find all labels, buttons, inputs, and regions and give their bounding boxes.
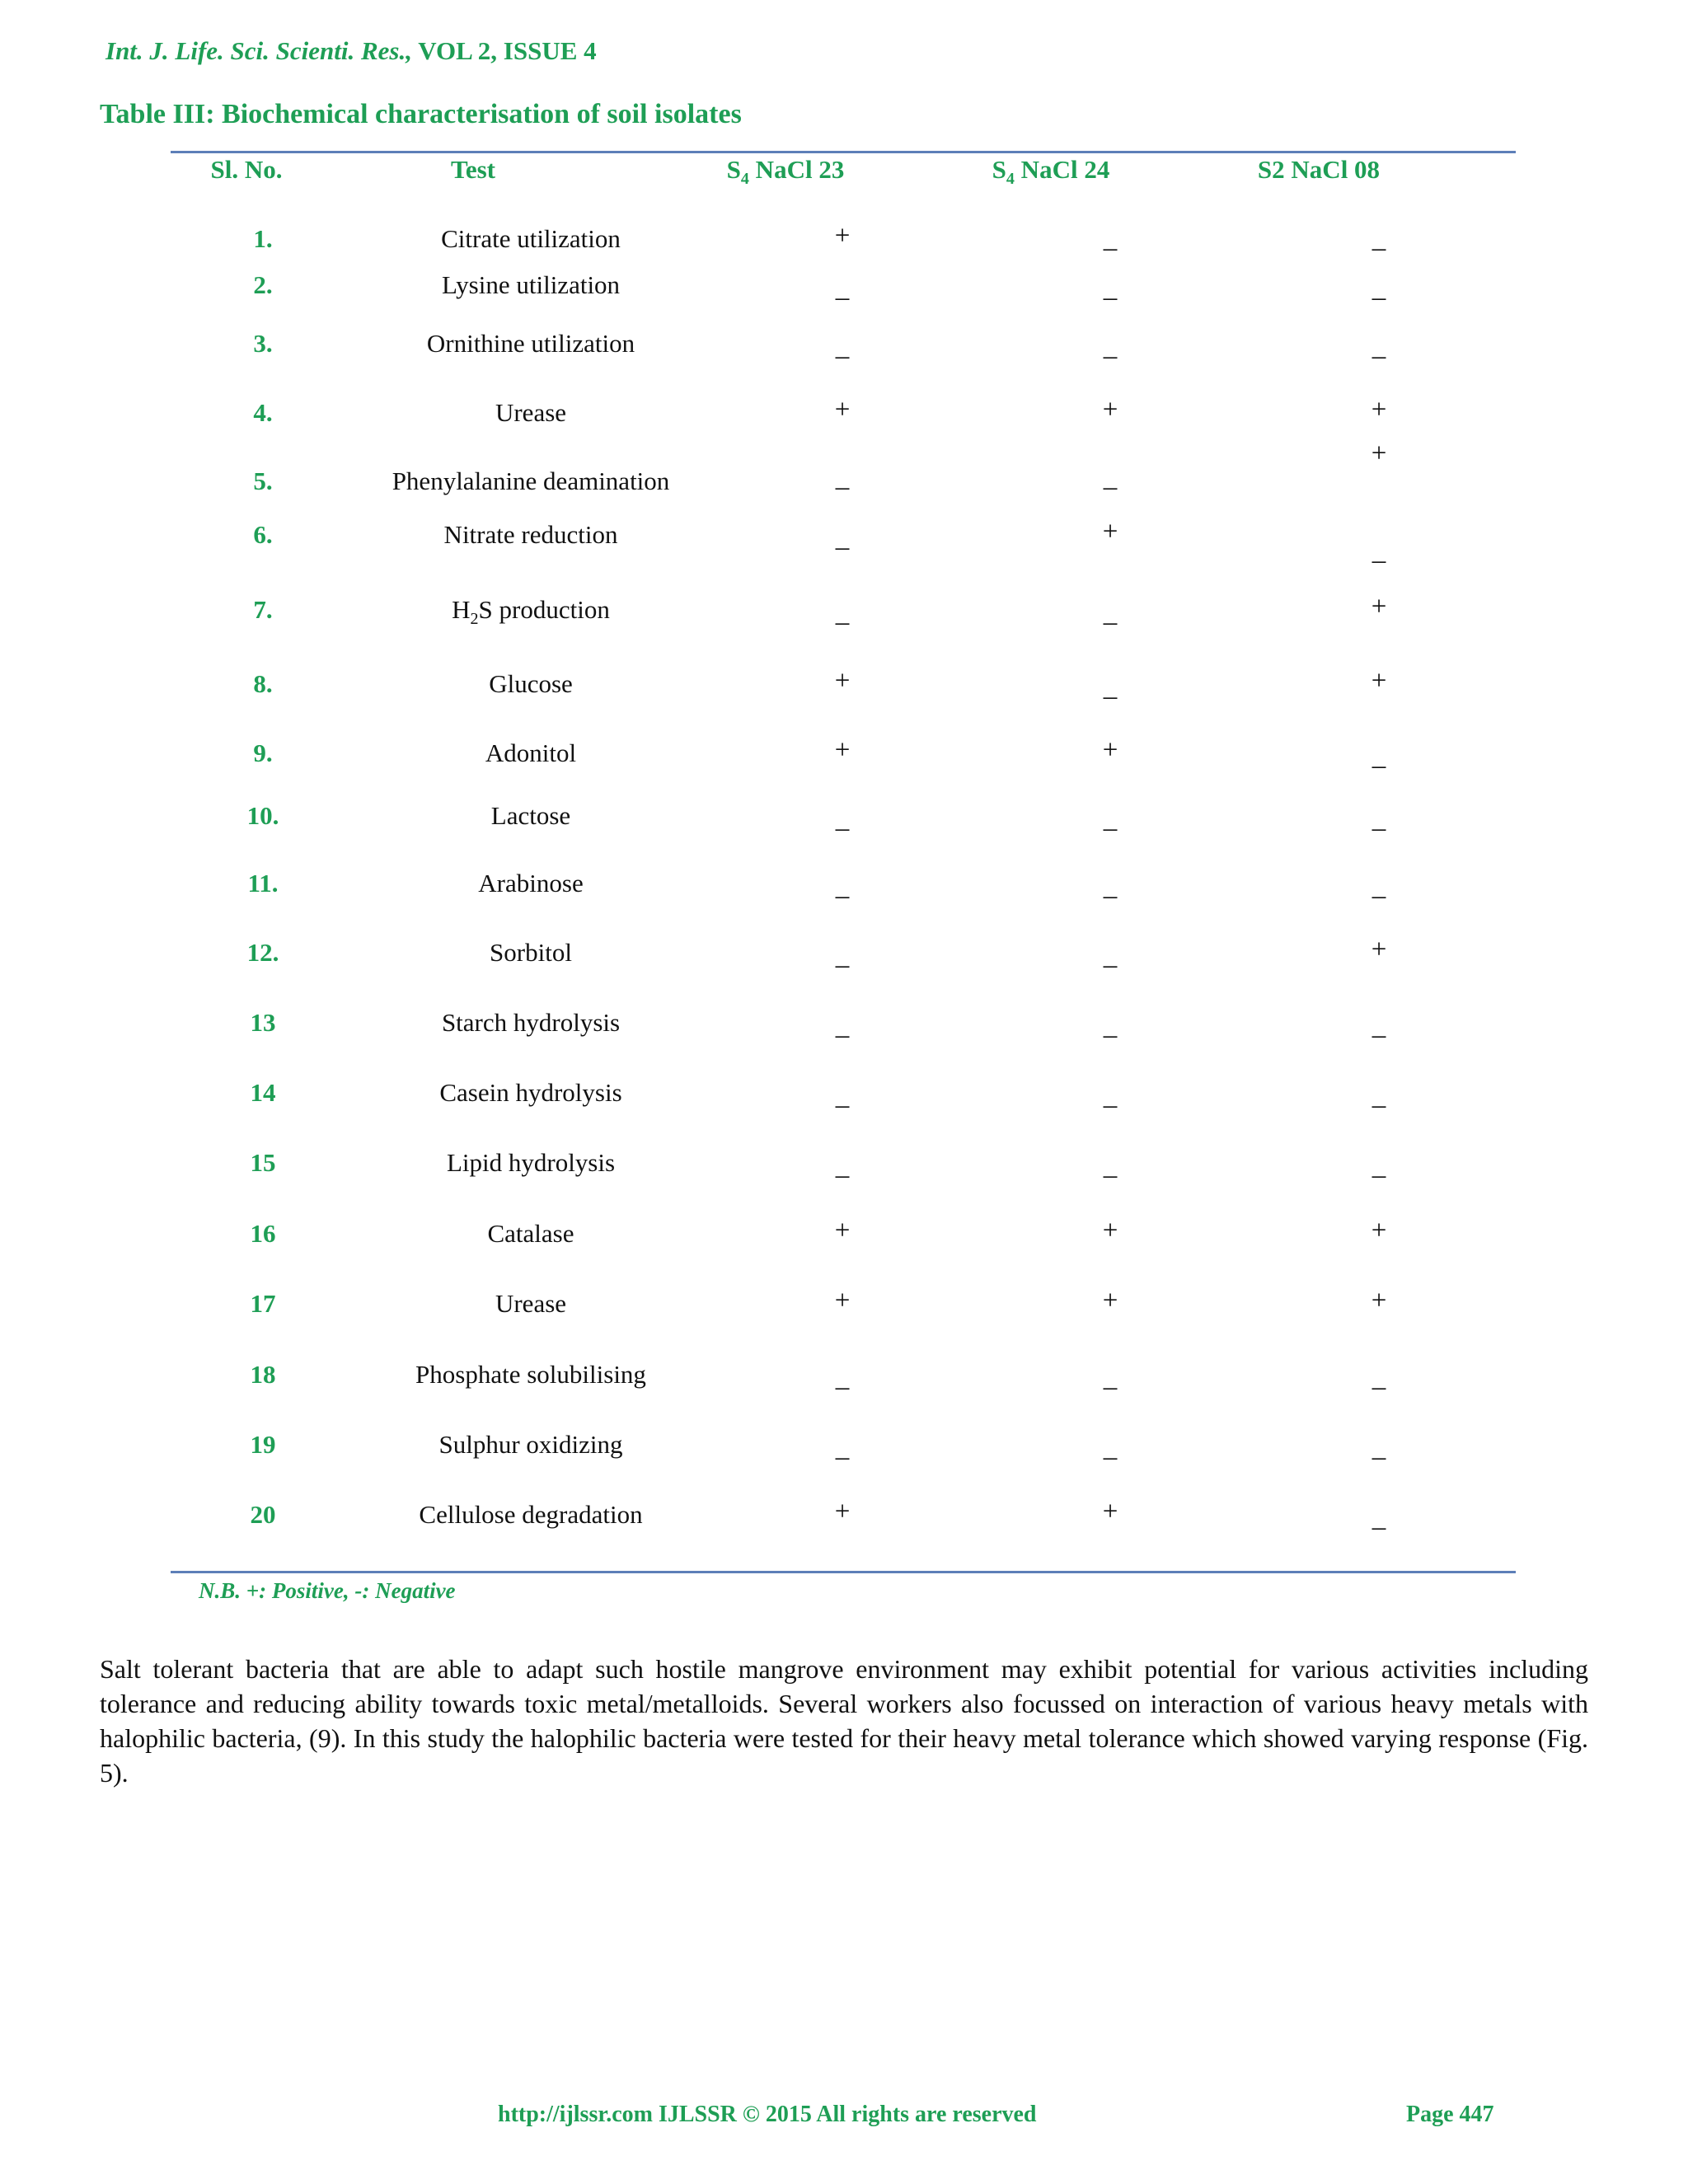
issue-info: VOL 2, ISSUE 4 <box>412 36 597 65</box>
result-c1: _ <box>835 463 850 493</box>
row-number: 20 <box>250 1500 276 1529</box>
header-s4-nacl-23: $S_4$ NaCl 23 <box>726 155 845 189</box>
result-c2: _ <box>1103 1081 1118 1111</box>
result-c1: _ <box>835 1081 850 1111</box>
row-test-name: Lipid hydrolysis <box>446 1148 616 1177</box>
row-test-name: Casein hydrolysis <box>439 1078 622 1107</box>
result-c3: _ <box>1372 742 1386 771</box>
row-number: 17 <box>250 1289 276 1318</box>
row-number: 6. <box>253 520 273 549</box>
result-c3: _ <box>1372 332 1386 362</box>
result-c1: _ <box>835 332 850 362</box>
result-c2: _ <box>1103 274 1118 303</box>
result-c1: _ <box>835 1363 850 1393</box>
row-test-name: Citrate utilization <box>441 224 621 253</box>
row-number: 14 <box>250 1078 276 1107</box>
result-c1: + <box>834 221 851 251</box>
result-c1: _ <box>835 1151 850 1181</box>
result-c3: + <box>1371 1286 1387 1315</box>
row-number: 2. <box>253 270 273 299</box>
row-test-name: Ornithine utilization <box>426 329 635 358</box>
result-c2: + <box>1102 735 1118 765</box>
result-c2: _ <box>1103 463 1118 493</box>
result-c2: _ <box>1103 598 1118 628</box>
table-caption: Table III: Biochemical characterisation of soil isolates <box>100 99 742 129</box>
row-test-name: Adonitol <box>485 738 577 767</box>
result-c3: _ <box>1372 1151 1386 1181</box>
row-number: 10. <box>246 801 279 830</box>
result-c2: + <box>1102 1216 1118 1245</box>
journal-name: Int. J. Life. Sci. Scienti. Res., <box>106 36 412 65</box>
result-c1: + <box>834 735 851 765</box>
row-test-name: Arabinose <box>478 869 584 898</box>
result-c2: _ <box>1103 872 1118 902</box>
row-test-name: Sorbitol <box>490 938 572 967</box>
result-c1: + <box>834 666 851 696</box>
result-c1: _ <box>835 274 850 303</box>
result-c3: _ <box>1372 1363 1386 1393</box>
result-c3: _ <box>1372 1011 1386 1041</box>
result-c2: _ <box>1103 941 1118 971</box>
result-c1: _ <box>835 1433 850 1463</box>
result-c3: _ <box>1372 274 1386 303</box>
result-c1: _ <box>835 1011 850 1041</box>
result-c3: _ <box>1372 224 1386 254</box>
row-number: 16 <box>250 1219 276 1248</box>
result-c1: _ <box>835 598 850 628</box>
row-number: 1. <box>253 224 273 253</box>
footer-page-number: Page 447 <box>1406 2102 1494 2127</box>
result-c3: _ <box>1372 537 1386 566</box>
result-c1: + <box>834 1216 851 1245</box>
row-test-name: Cellulose degradation <box>419 1500 643 1529</box>
row-test-name: Starch hydrolysis <box>441 1008 621 1037</box>
result-c2: + <box>1102 1286 1118 1315</box>
row-test-name: Phenylalanine deamination <box>392 466 670 495</box>
result-c2: + <box>1102 1497 1118 1526</box>
result-c1: _ <box>835 523 850 553</box>
row-test-name: Glucose <box>489 669 573 698</box>
row-test-name: Lysine utilization <box>441 270 621 299</box>
row-number: 18 <box>250 1360 276 1389</box>
result-c2: _ <box>1103 1151 1118 1181</box>
footer-copyright: http://ijlssr.com IJLSSR © 2015 All rights are reserved <box>498 2102 1037 2127</box>
result-c3: _ <box>1372 1081 1386 1111</box>
running-head <box>106 36 597 66</box>
result-c3: _ <box>1372 1503 1386 1533</box>
row-test-name: Lactose <box>490 801 571 830</box>
result-c2: _ <box>1103 1363 1118 1393</box>
header-s4-nacl-24: $S_4$ NaCl 24 <box>992 155 1110 189</box>
row-test-name: Sulphur oxidizing <box>438 1430 623 1459</box>
result-c2: _ <box>1103 804 1118 834</box>
row-number: 5. <box>253 466 273 495</box>
result-c2: _ <box>1103 1011 1118 1041</box>
result-c2: _ <box>1103 1433 1118 1463</box>
table-note: N.B. +: Positive, -: Negative <box>199 1578 456 1603</box>
result-c1: _ <box>835 941 850 971</box>
row-test-name: $H_2S$ production <box>452 595 610 629</box>
result-c1: + <box>834 1497 851 1526</box>
result-c3: + <box>1371 935 1387 964</box>
result-c3: _ <box>1372 1433 1386 1463</box>
header-s2-nacl-08: S2 NaCl 08 <box>1257 155 1381 184</box>
row-test-name: Nitrate reduction <box>443 520 618 549</box>
result-c2: _ <box>1103 673 1118 702</box>
result-c1: + <box>834 1286 851 1315</box>
result-c3: + <box>1371 395 1387 424</box>
header-sl-no: Sl. No. <box>210 155 283 184</box>
row-number: 15 <box>250 1148 276 1177</box>
table-top-rule <box>171 151 1516 153</box>
result-c2: _ <box>1103 332 1118 362</box>
result-c3: + <box>1371 438 1387 468</box>
result-c1: + <box>834 395 851 424</box>
result-c3: _ <box>1372 804 1386 834</box>
row-test-name: Urease <box>495 1289 567 1318</box>
header-test: Test <box>451 155 495 184</box>
result-c2: + <box>1102 395 1118 424</box>
result-c3: + <box>1371 1216 1387 1245</box>
result-c1: _ <box>835 872 850 902</box>
row-test-name: Catalase <box>487 1219 574 1248</box>
row-number: 13 <box>250 1008 276 1037</box>
row-number: 4. <box>253 398 273 427</box>
row-number: 11. <box>247 869 279 898</box>
row-number: 8. <box>253 669 273 698</box>
row-number: 19 <box>250 1430 276 1459</box>
result-c3: + <box>1371 592 1387 621</box>
table-bottom-rule <box>171 1571 1516 1573</box>
result-c3: _ <box>1372 872 1386 902</box>
row-test-name: Urease <box>495 398 567 427</box>
row-number: 7. <box>253 595 273 624</box>
row-number: 3. <box>253 329 273 358</box>
row-number: 12. <box>246 938 279 967</box>
body-paragraph: Salt tolerant bacteria that are able to adapt such hostile mangrove environment may exhibit potential for various activities including tolerance and reducing ability towards toxic metal/metalloids. Several workers also focussed on interaction of various heavy metals with halophilic bacteria, (9). In this study the halophilic bacteria were tested for their heavy metal tolerance which showed varying response (Fig. 5). <box>100 1654 1588 1788</box>
row-number: 9. <box>253 738 273 767</box>
result-c1: _ <box>835 804 850 834</box>
result-c3: + <box>1371 666 1387 696</box>
row-test-name: Phosphate solubilising <box>415 1360 646 1389</box>
result-c2: _ <box>1103 224 1118 254</box>
result-c2: + <box>1102 517 1118 546</box>
